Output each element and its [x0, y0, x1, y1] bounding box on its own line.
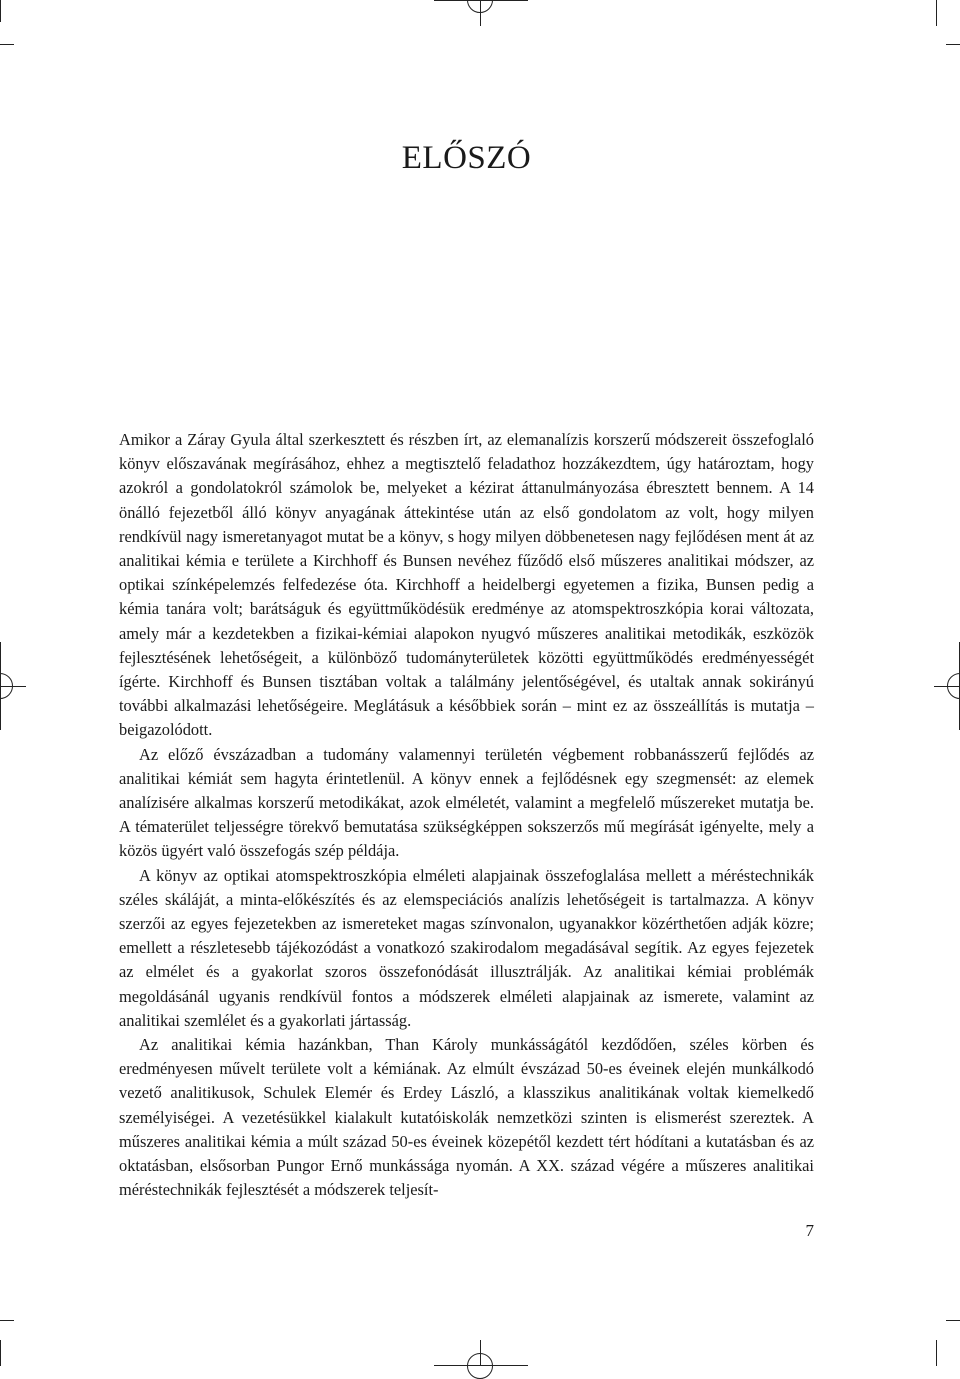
page-title: ELŐSZÓ	[401, 140, 532, 176]
paragraph-4: Az analitikai kémia hazánkban, Than Károly munkásságától kezdődően, széles körben és eredményesen művelt területe volt a kémiának. Az elmúlt évszázad 50-es éveinek elején munkálkodó vezető analitikusok, Schulek Elemér és Erdey László, a klasszikus analitikának voltak kiemelkedő személyiségei. A vezetésükkel kialakult kutatóiskolák nemzetközi szinten is elismerést szereztek. A műszeres analitikai kémia a múlt század 50-es éveinek közepétől kezdett tért hódítani a kutatásban és az oktatásban, elsősorban Pungor Ernő munkássága nyomán. A XX. század végére a műszeres analitikai méréstechnikák fejlesztését a módszerek teljesít-	[119, 1035, 814, 1200]
registration-right-circle	[947, 673, 960, 699]
paragraph-1: Amikor a Záray Gyula által szerkesztett és részben írt, az elemanalízis korszerű módszereit összefoglaló könyv előszavának megírásához, ehhez a megtisztelő feladathoz hozzákezdtem, úgy határoztam, hogy azokról a gondolatokról számolok be, melyeket a kézirat áttanulmányozása ébresztett bennem. A 14 önálló fejezetből álló könyv anyagának áttekintése után az első gondolatom az volt, hogy milyen rendkívül nagy ismeretanyagot mutat be a könyv, s hogy milyen döbbenetesen nagy fejlődésen ment át az analitikai kémia e területe a Kirchhoff és Bunsen nevéhez fűződő első műszeres analitikai módszer, az optikai színképelemzés felfedezése óta. Kirchhoff a heidelbergi egyetemen a fizika, Bunsen pedig a kémia tanára volt; barátságuk és együttműködésük eredménye az atomspektroszkópia korai változata, amely már a kezdetekben a fizikai-kémiai alapokon nyugvó műszeres analitikai metodikák, eszközök fejlesztésének lehetőségeit, a különböző tudományterületek közötti együttműködés eredményességét ígérte. Kirchhoff és Bunsen tisztában voltak a találmány jelentőségével, és utaltak annak sokirányú további alkalmazási lehetőségeire. Meglátásuk a későbbiek során – mint ez az összeállítás is mutatja – beigazolódott.	[119, 430, 814, 740]
registration-top-circle	[467, 0, 493, 13]
preface-body	[119, 428, 814, 1203]
crop-mark-top-left-v	[0, 0, 1, 22]
paragraph-3: A könyv az optikai atomspektroszkópia elméleti alapjainak összefoglalása mellett a méréstechnikák széles skáláját, a minta-előkészítés és az elemspeciációs analízis lehetőségeit is tartalmazza. A könyv szerzői az egyes fejezetekben az ismereteket magas színvonalon, ugyanakkor közérthetően adják közre; emellett a részletesebb tájékozódást a vonatkozó szakirodalom megadásával segítik. Az egyes fejezetek az elmélet és a gyakorlat szoros összefonódását illusztrálják. Az analitikai kémiai problémák megoldásánál ugyanis rendkívül fontos a módszerek elméleti alapjainak az ismerete, valamint az analitikai szemlélet és a gyakorlati jártasság.	[119, 865, 814, 1030]
crop-mark-bottom-left-h	[0, 1320, 14, 1321]
crop-mark-top-right-v	[936, 0, 937, 26]
paragraph-2: Az előző évszázadban a tudomány valamennyi területén végbement robbanásszerű fejlődés az analitikai kémiát sem hagyta érintetlenül. A könyv ennek a fejlődésnek egy szegmensét: az elemek analízisére alkalmas korszerű metodikákat, azok elméletét, valamint a megfelelő műszereket mutatja be. A tématerület teljességre törekvő bemutatása szükségképpen sokszerzős mű megírását igényelte, mely a közös ügyért való összefogás szép példája.	[119, 744, 814, 861]
page-number: 7	[805, 1221, 814, 1240]
registration-bottom-circle	[467, 1353, 493, 1379]
crop-mark-bottom-left-v	[0, 1340, 1, 1366]
crop-mark-bottom-right-h	[946, 1320, 960, 1321]
crop-mark-top-left-h	[0, 44, 14, 45]
crop-mark-top-right-h	[946, 44, 960, 45]
crop-mark-bottom-right-v	[936, 1340, 937, 1366]
registration-left-circle	[0, 673, 13, 699]
